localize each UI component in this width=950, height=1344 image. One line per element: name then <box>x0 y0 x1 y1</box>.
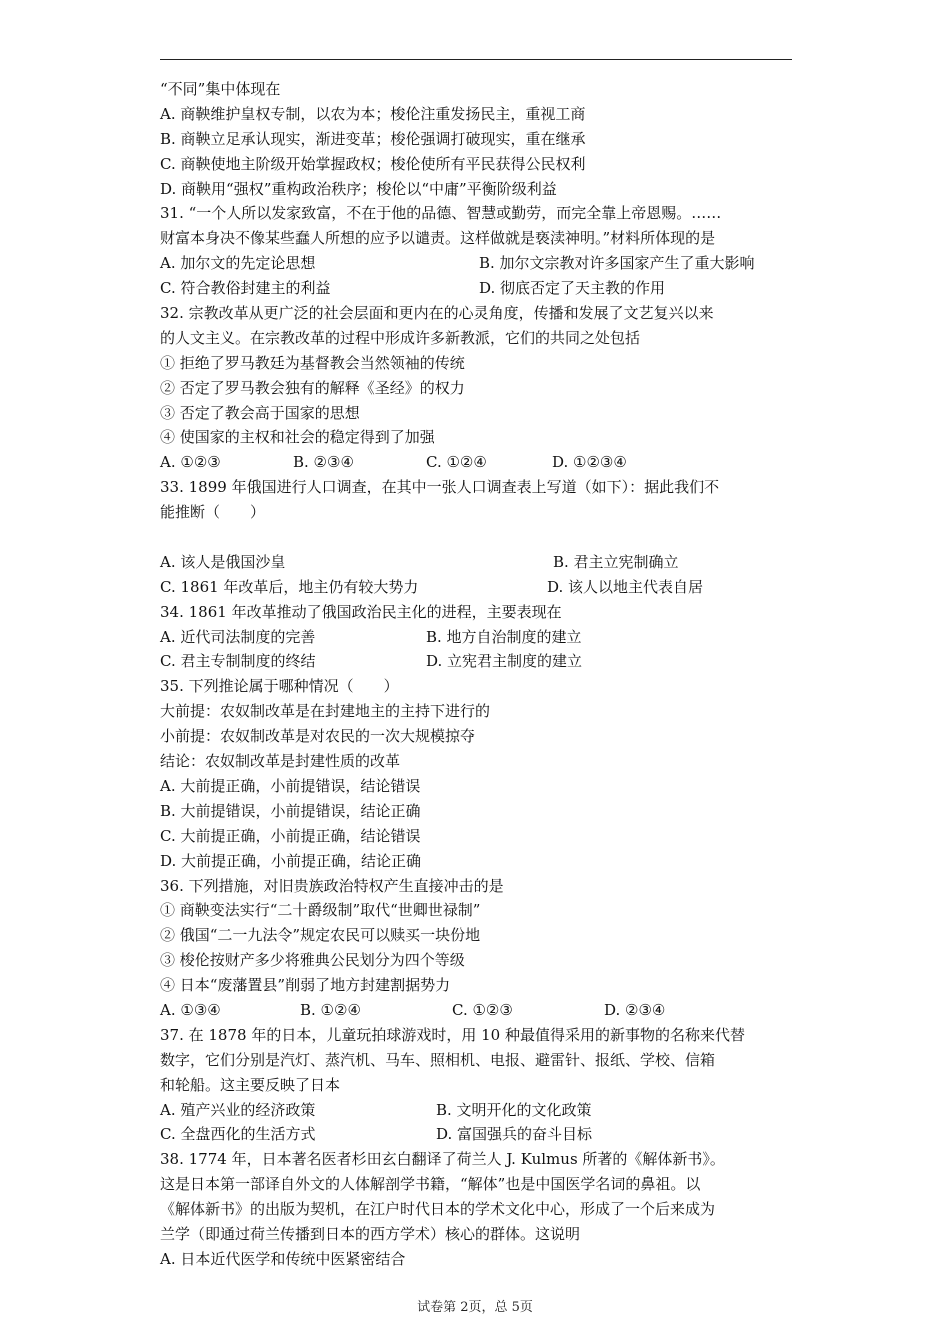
question-31-cont: 财富本身决不像某些蠢人所想的应予以谴责。这样做就是亵渎神明。”材料所体现的是 <box>160 229 716 248</box>
option-q33-b: B. 君主立宪制确立 <box>553 552 679 571</box>
blank-line <box>160 525 800 550</box>
option-q33-a: A. 该人是俄国沙皇 <box>160 552 286 571</box>
q31-options-row1 <box>160 251 800 276</box>
q34-options-row2 <box>160 649 800 674</box>
question-37-cont: 和轮船。这主要反映了日本 <box>160 1075 341 1094</box>
option-q36-a: A. ①③④ <box>160 1000 221 1019</box>
question-36: 36. 下列措施，对旧贵族政治特权产生直接冲击的是 <box>160 876 504 895</box>
q36-item-3: ③ 梭伦按财产多少将雅典公民划分为四个等级 <box>160 951 465 970</box>
option-q30-d: D. 商鞅用“强权”重构政治秩序；梭伦以“中庸”平衡阶级利益 <box>160 179 557 198</box>
option-q36-c: C. ①②③ <box>452 1000 513 1019</box>
q33-options-row2 <box>160 575 800 600</box>
q31-options-row2 <box>160 276 800 301</box>
question-35: 35. 下列推论属于哪种情况（ ） <box>160 677 399 696</box>
option-q32-c: C. ①②④ <box>426 453 487 472</box>
q37-options-row2 <box>160 1122 800 1147</box>
option-q37-d: D. 富国强兵的奋斗目标 <box>436 1125 593 1144</box>
option-q37-c: C. 全盘西化的生活方式 <box>160 1125 316 1144</box>
q32-item-2: ② 否定了罗马教会独有的解释《圣经》的权力 <box>160 378 465 397</box>
option-q34-a: A. 近代司法制度的完善 <box>160 627 316 646</box>
exam-page-content <box>160 77 800 1272</box>
q32-item-1: ① 拒绝了罗马教廷为基督教会当然领袖的传统 <box>160 353 465 372</box>
q32-item-4: ④ 使国家的主权和社会的稳定得到了加强 <box>160 428 435 447</box>
question-32: 32. 宗教改革从更广泛的社会层面和更内在的心灵角度，传播和发展了文艺复兴以来 <box>160 304 714 323</box>
q33-options-row1 <box>160 550 800 575</box>
option-q33-c: C. 1861 年改革后，地主仍有较大势力 <box>160 577 419 596</box>
option-q36-b: B. ①②④ <box>300 1000 361 1019</box>
q36-item-2: ② 俄国“二一九法令”规定农民可以赎买一块份地 <box>160 926 481 945</box>
option-q31-c: C. 符合教俗封建主的利益 <box>160 279 331 298</box>
question-38-cont: 兰学（即通过荷兰传播到日本的西方学术）核心的群体。这说明 <box>160 1224 581 1243</box>
text-line: “不同”集中体现在 <box>160 80 281 98</box>
question-38-cont: 这是日本第一部译自外文的人体解剖学书籍，“解体”也是中国医学名词的鼻祖。以 <box>160 1175 701 1194</box>
question-37-cont: 数字，它们分别是汽灯、蒸汽机、马车、照相机、电报、避雷针、报纸、学校、信箱 <box>160 1050 716 1069</box>
question-33: 33. 1899 年俄国进行人口调查，在其中一张人口调查表上写道（如下）：据此我们不 <box>160 478 720 497</box>
question-31: 31. “一个人所以发家致富，不在于他的品德、智慧或勤劳，而完全靠上帝恩赐。…… <box>160 204 722 223</box>
header-rule <box>160 59 792 60</box>
option-q31-a: A. 加尔文的先定论思想 <box>160 254 316 273</box>
option-q30-a: A. 商鞅维护皇权专制，以农为本；梭伦注重发扬民主，重视工商 <box>160 104 586 123</box>
q37-options-row1 <box>160 1098 800 1123</box>
q32-options <box>160 450 800 475</box>
page-footer: 试卷第 2页，总 5页 <box>417 1300 533 1315</box>
q34-options-row1 <box>160 625 800 650</box>
option-q34-c: C. 君主专制制度的终结 <box>160 652 316 671</box>
q36-options <box>160 998 800 1023</box>
q35-conclusion: 结论：农奴制改革是封建性质的改革 <box>160 752 401 771</box>
option-q35-a: A. 大前提正确，小前提错误，结论错误 <box>160 776 421 795</box>
q32-item-3: ③ 否定了教会高于国家的思想 <box>160 403 360 422</box>
option-q30-c: C. 商鞅使地主阶级开始掌握政权；梭伦使所有平民获得公民权利 <box>160 154 586 173</box>
option-q33-d: D. 该人以地主代表自居 <box>547 577 704 596</box>
option-q36-d: D. ②③④ <box>604 1000 666 1019</box>
q36-item-4: ④ 日本“废藩置县”削弱了地方封建割据势力 <box>160 976 451 995</box>
option-q34-d: D. 立宪君主制度的建立 <box>426 652 583 671</box>
option-q30-b: B. 商鞅立足承认现实，渐进变革；梭伦强调打破现实，重在继承 <box>160 129 586 148</box>
question-34: 34. 1861 年改革推动了俄国政治民主化的进程，主要表现在 <box>160 602 562 621</box>
option-q32-d: D. ①②③④ <box>552 453 627 472</box>
option-q32-b: B. ②③④ <box>293 453 354 472</box>
option-q35-d: D. 大前提正确，小前提正确，结论正确 <box>160 851 422 870</box>
option-q31-b: B. 加尔文宗教对许多国家产生了重大影响 <box>479 254 755 273</box>
q35-minor-premise: 小前提：农奴制改革是对农民的一次大规模掠夺 <box>160 727 476 746</box>
q35-major-premise: 大前提：农奴制改革是在封建地主的主持下进行的 <box>160 702 491 721</box>
q36-item-1: ① 商鞅变法实行“二十爵级制”取代“世卿世禄制” <box>160 901 481 920</box>
option-q32-a: A. ①②③ <box>160 453 221 472</box>
question-38-cont: 《解体新书》的出版为契机，在江户时代日本的学术文化中心，形成了一个后来成为 <box>160 1200 716 1219</box>
option-q35-b: B. 大前提错误，小前提错误，结论正确 <box>160 801 421 820</box>
option-q37-a: A. 殖产兴业的经济政策 <box>160 1100 316 1119</box>
question-38: 38. 1774 年，日本著名医者杉田玄白翻译了荷兰人 J. Kulmus 所著的《解体新书》。 <box>160 1150 725 1169</box>
option-q35-c: C. 大前提正确，小前提正确，结论错误 <box>160 826 421 845</box>
option-q38-a: A. 日本近代医学和传统中医紧密结合 <box>160 1249 406 1268</box>
question-32-cont: 的人文主义。在宗教改革的过程中形成许多新教派，它们的共同之处包括 <box>160 328 641 347</box>
question-37: 37. 在 1878 年的日本，儿童玩拍球游戏时，用 10 种最值得采用的新事物的名称来代替 <box>160 1025 745 1044</box>
option-q31-d: D. 彻底否定了天主教的作用 <box>479 279 666 298</box>
option-q37-b: B. 文明开化的文化政策 <box>436 1100 592 1119</box>
question-33-cont: 能推断（ ） <box>160 503 266 522</box>
option-q34-b: B. 地方自治制度的建立 <box>426 627 582 646</box>
